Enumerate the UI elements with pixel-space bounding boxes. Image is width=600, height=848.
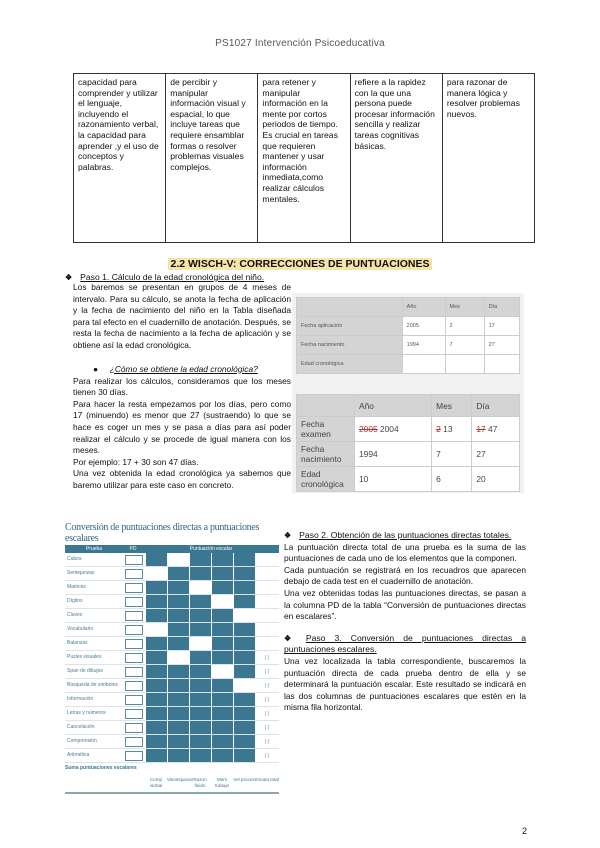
date-table-empty [292, 293, 524, 381]
td [432, 417, 472, 442]
table-row [297, 417, 520, 442]
test-name: Letras y números [67, 709, 106, 716]
conversion-row [65, 581, 279, 595]
shaded-cell [212, 609, 233, 622]
steps-2-3-block [284, 530, 526, 714]
pd-box [125, 695, 143, 705]
shaded-cell [234, 581, 255, 594]
conversion-row [65, 749, 279, 763]
conversion-row [65, 707, 279, 721]
shaded-cell [146, 665, 167, 678]
th: Día [484, 298, 519, 317]
th: Mes [432, 395, 472, 417]
shaded-cell [190, 679, 211, 692]
footer-label: Comp verbal [149, 777, 163, 788]
shaded-cell [212, 623, 233, 636]
total-cell: ( ) [264, 752, 270, 759]
diamond-bullet-icon: ❖ [284, 531, 292, 540]
shaded-cell [190, 595, 211, 608]
shaded-cell [168, 693, 189, 706]
shaded-cell [234, 721, 255, 734]
shaded-cell [234, 595, 255, 608]
td: 7 [432, 442, 472, 467]
step1-block [65, 272, 291, 492]
td: 2005 [402, 317, 445, 336]
step3-title: Paso 3. Conversión de puntuaciones directas a puntuaciones escalares. [284, 632, 527, 655]
shaded-cell [190, 749, 211, 762]
shaded-cell [212, 637, 233, 650]
shaded-cell [168, 665, 189, 678]
td [484, 355, 519, 374]
score-cell [233, 679, 255, 692]
td [355, 417, 432, 442]
sum-label: Suma puntuaciones escalares [65, 765, 137, 771]
td: 27 [484, 336, 519, 355]
td: Fecha examen [297, 417, 355, 442]
footer-label: Mem trabajo [214, 777, 230, 788]
shaded-cell [146, 651, 167, 664]
total-cell: ( ) [264, 696, 270, 703]
test-name: Matrices [67, 583, 86, 590]
shaded-cell [212, 651, 233, 664]
pd-box [125, 723, 143, 733]
conversion-row [65, 637, 279, 651]
page-header: PS1027 Intervención Psicoeducativa [215, 38, 385, 49]
score-cell [211, 595, 233, 608]
paragraph: Por ejemplo: 17 + 30 son 47 días. [73, 456, 199, 467]
test-name: Comprensión [67, 737, 97, 744]
diamond-bullet-icon: ❖ [65, 273, 73, 282]
shaded-cell [146, 679, 167, 692]
shaded-cell [212, 693, 233, 706]
td: Edad cronológica [297, 467, 355, 492]
test-name: Dígitos [67, 597, 83, 604]
conversion-title: Conversión de puntuaciones directas a puntuaciones escalares [65, 522, 260, 544]
footer-label: Razon fluido [193, 777, 207, 788]
td [472, 417, 520, 442]
shaded-cell [168, 567, 189, 580]
shaded-cell [146, 749, 167, 762]
shaded-cell [190, 567, 211, 580]
shaded-cell [212, 707, 233, 720]
score-cell [233, 609, 255, 622]
shaded-cell [190, 651, 211, 664]
shaded-cell [146, 721, 167, 734]
table-row [297, 336, 520, 355]
th [297, 395, 355, 417]
shaded-cell [168, 721, 189, 734]
footer-label: Escala total [255, 777, 279, 782]
shaded-cell [168, 623, 189, 636]
pd-box [125, 583, 143, 593]
bullet-question-text: ¿Cómo se obtiene la edad cronológica? [109, 363, 258, 374]
th: Puntuación escalar [189, 546, 233, 552]
shaded-cell [212, 721, 233, 734]
test-name: Span de dibujos [67, 667, 103, 674]
step3-heading [284, 633, 526, 656]
step2-heading [284, 530, 526, 542]
pd-box [125, 751, 143, 761]
shaded-cell [212, 581, 233, 594]
test-name: Información [67, 695, 94, 702]
shaded-cell [168, 581, 189, 594]
diamond-bullet-icon: ❖ [284, 633, 298, 643]
step1-heading [65, 272, 291, 282]
paragraph: Una vez localizada la tabla correspondiente, buscaremos la puntuación directa de cada prueba dentro de ella y se determinará la puntuación escalar. Este resultado se indicará en las dos columnas de puntuaciones escalares que estén en la misma fila horizontal. [284, 655, 526, 713]
test-name: Balanzas [67, 639, 88, 646]
section-title-text: 2.2 WISCH-V: CORRECCIONES DE PUNTUACIONES [170, 258, 430, 270]
shaded-cell [146, 707, 167, 720]
table-cell: de percibir y manipular información visual y espacial, lo que incluye tareas que requiere ensamblar formas o resolver problemas visuales complejos. [166, 74, 258, 242]
total-cell: ( ) [264, 710, 270, 717]
shaded-cell [168, 595, 189, 608]
shaded-cell [234, 707, 255, 720]
score-cell [211, 665, 233, 678]
pd-box [125, 597, 143, 607]
conversion-row [65, 609, 279, 623]
shaded-cell [234, 651, 255, 664]
td: 6 [432, 467, 472, 492]
pd-box [125, 667, 143, 677]
shaded-cell [190, 553, 211, 566]
paragraph: Para realizar los cálculos, consideramos que los meses tienen 30 días. [73, 375, 291, 398]
paragraph: Una vez obtenida la edad cronológica ya sabemos que baremo utilizar para este caso en concreto. [73, 468, 291, 490]
pd-box [125, 611, 143, 621]
shaded-cell [190, 721, 211, 734]
conversion-table-image [65, 522, 279, 794]
score-cell [167, 553, 189, 566]
struck-value: 17 [476, 424, 486, 434]
shaded-cell [234, 749, 255, 762]
paragraph: La puntuación directa total de una prueba es la suma de las puntuaciones de cada uno de los elementos que la componen. [284, 541, 526, 564]
pd-box [125, 653, 143, 663]
td: Fecha nacimiento [297, 442, 355, 467]
step1-text: Los baremos se presentan en grupos de 4 meses de intervalo. Para su cálculo, se anota la fecha de aplicación y la fecha de nacimiento del niño en la Tabla diseñada para tal efecto en el cuadernillo de anotación. Después, se resta la fecha de nacimiento a la fecha de aplicación y se obtiene así la edad cronológica. [73, 282, 291, 350]
td: Edad cronológica [297, 355, 403, 374]
value: 47 [488, 424, 498, 434]
table-cell: capacidad para comprender y utilizar el lenguaje, incluyendo el razonamiento verbal, la capacidad para aprender ,y el uso de conceptos y palabras. [74, 74, 166, 242]
td: Fecha aplicación [297, 317, 403, 336]
table-cell: para retener y manipular información en la mente por cortos periodos de tiempo. Es crucial en tareas que requieren mantener y usar información inmediata,como realizar cálculos mentales. [258, 74, 350, 242]
test-name: Cubos [67, 555, 82, 562]
score-cell [167, 651, 189, 664]
td [445, 355, 484, 374]
shaded-cell [190, 707, 211, 720]
paragraph: Para hacer la resta empezamos por los días, pero como 17 (minuendo) es menor que 27 (sustraendo) lo que se hace es coger un mes y se pasa a días para así poder realizar el cálculo y se procede de igual manera con los meses. [73, 398, 291, 456]
td: 27 [472, 442, 520, 467]
conversion-row [65, 679, 279, 693]
paragraph: Cada puntuación se registrará en los recuadros que aparecen debajo de cada test en el cuadernillo de anotación. [284, 564, 526, 587]
struck-value: 2005 [359, 424, 378, 434]
conversion-rows [65, 553, 279, 763]
conversion-row [65, 665, 279, 679]
shaded-cell [168, 609, 189, 622]
pd-box [125, 737, 143, 747]
shaded-cell [168, 749, 189, 762]
table-cell: refiere a la rapidez con la que una persona puede procesar información sencilla y realizar tareas cognitivas básicas. [351, 74, 443, 242]
conversion-row [65, 595, 279, 609]
total-cell: ( ) [264, 682, 270, 689]
value: 13 [443, 424, 453, 434]
step1-title: Paso 1. Cálculo de la edad cronológica del niño. [80, 272, 265, 282]
struck-value: 2 [436, 424, 441, 434]
shaded-cell [190, 693, 211, 706]
shaded-cell [212, 735, 233, 748]
test-name: Cancelación [67, 723, 95, 730]
total-cell: ( ) [264, 668, 270, 675]
conversion-row [65, 721, 279, 735]
paragraph: Una vez obtenidas todas las puntuaciones directas, se pasan a la columna PD de la tabla “Conversión de puntuaciones directas en escalares”. [284, 587, 526, 622]
shaded-cell [212, 679, 233, 692]
pd-box [125, 639, 143, 649]
score-cell [189, 581, 211, 594]
table-row [297, 442, 520, 467]
td: 20 [472, 467, 520, 492]
pd-box [125, 625, 143, 635]
td: 7 [445, 336, 484, 355]
td: Fecha nacimiento [297, 336, 403, 355]
th [297, 298, 403, 317]
test-name: Semejanzas [67, 569, 95, 576]
shaded-cell [212, 553, 233, 566]
section-title [0, 258, 600, 270]
pd-box [125, 555, 143, 565]
shaded-cell [234, 735, 255, 748]
test-name: Vocabulario [67, 625, 94, 632]
shaded-cell [234, 567, 255, 580]
bullet-question: ● ¿Cómo se obtiene la edad cronológica? [93, 363, 258, 374]
shaded-cell [212, 567, 233, 580]
table-row [297, 355, 520, 374]
test-name: Claves [67, 611, 83, 618]
pd-box [125, 681, 143, 691]
td: 1994 [402, 336, 445, 355]
td: 10 [355, 467, 432, 492]
intelligence-index-table [73, 73, 535, 243]
pd-box [125, 709, 143, 719]
th: Prueba [85, 546, 103, 552]
page-number: 2 [522, 826, 528, 836]
td: 17 [484, 317, 519, 336]
shaded-cell [146, 637, 167, 650]
th: Año [402, 298, 445, 317]
th: Mes [445, 298, 484, 317]
conversion-footer [65, 777, 279, 794]
table-row [297, 467, 520, 492]
td: 2 [445, 317, 484, 336]
shaded-cell [234, 623, 255, 636]
conversion-row [65, 693, 279, 707]
total-cell: ( ) [264, 724, 270, 731]
total-cell: ( ) [264, 738, 270, 745]
th: Día [472, 395, 520, 417]
table-row [297, 317, 520, 336]
step2-title: Paso 2. Obtención de las puntuaciones directas totales. [299, 530, 512, 540]
td [402, 355, 445, 374]
test-name: Aritmética [67, 751, 90, 758]
shaded-cell [234, 665, 255, 678]
test-name: Puzles visuales [67, 653, 102, 660]
shaded-cell [212, 749, 233, 762]
shaded-cell [146, 553, 167, 566]
shaded-cell [234, 637, 255, 650]
shaded-cell [168, 679, 189, 692]
date-table-filled [292, 381, 524, 493]
footer-label: Vel proces [233, 777, 255, 782]
th: Año [355, 395, 432, 417]
shaded-cell [146, 595, 167, 608]
score-cell [189, 637, 211, 650]
table-cell: para razonar de manera lógica y resolver problemas nuevos. [446, 77, 520, 119]
conversion-header [65, 545, 279, 553]
conversion-row [65, 553, 279, 567]
shaded-cell [168, 735, 189, 748]
conversion-row [65, 623, 279, 637]
td: 1994 [355, 442, 432, 467]
shaded-cell [234, 553, 255, 566]
score-cell [145, 623, 167, 636]
shaded-cell [190, 623, 211, 636]
value: 2004 [379, 424, 399, 434]
shaded-cell [146, 609, 167, 622]
total-cell: ( ) [264, 654, 270, 661]
conversion-row [65, 735, 279, 749]
shaded-cell [146, 735, 167, 748]
conversion-row [65, 567, 279, 581]
shaded-cell [190, 609, 211, 622]
th: PD [129, 546, 137, 552]
shaded-cell [168, 707, 189, 720]
conversion-row [65, 651, 279, 665]
shaded-cell [146, 581, 167, 594]
pd-box [125, 569, 143, 579]
shaded-cell [146, 693, 167, 706]
shaded-cell [190, 735, 211, 748]
shaded-cell [168, 637, 189, 650]
shaded-cell [190, 665, 211, 678]
score-cell [145, 567, 167, 580]
shaded-cell [234, 693, 255, 706]
footer-label: Visoespacial [167, 777, 193, 782]
test-name: Búsqueda de símbolos [67, 681, 118, 688]
